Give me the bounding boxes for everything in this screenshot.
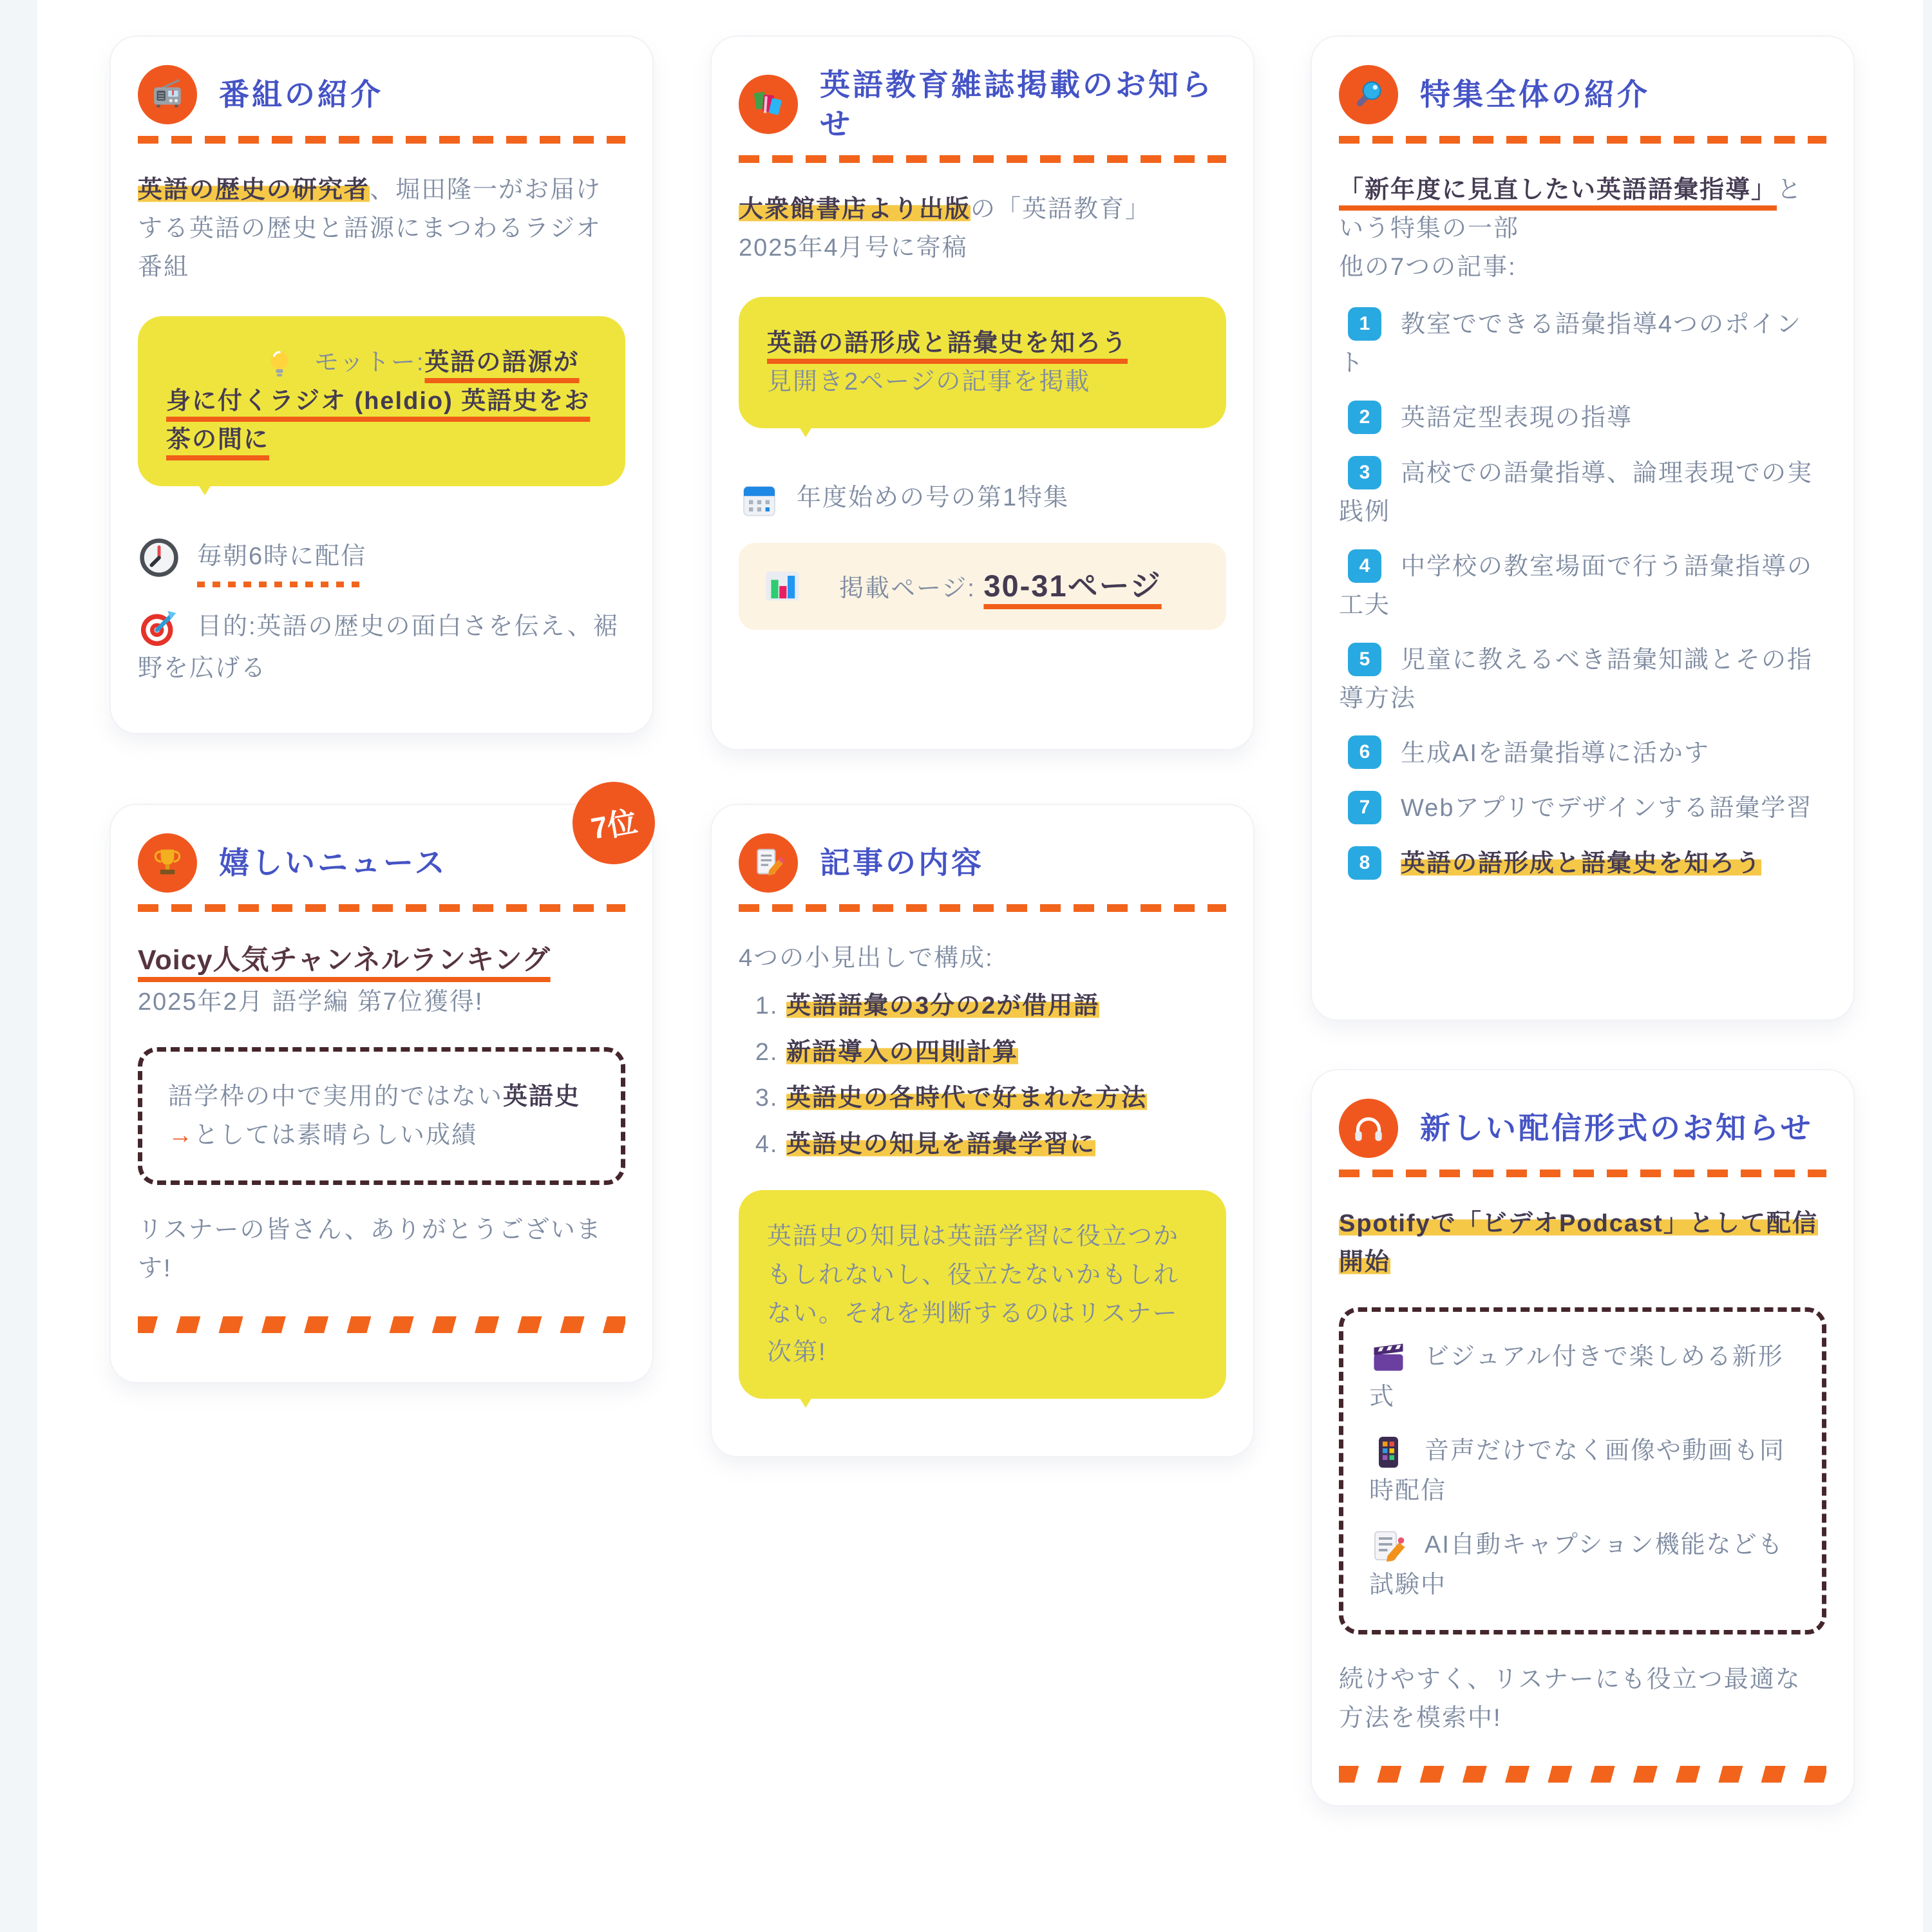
card-distribution-header — [1339, 1099, 1826, 1158]
number-badge: 7 — [1348, 791, 1381, 824]
purpose-row — [138, 607, 625, 688]
motto-text — [166, 343, 597, 459]
pages-label: 掲載ページ: — [839, 575, 976, 603]
feature-item: 7 Webアプリでデザインする語彙学習 — [1339, 790, 1826, 828]
magazine-publisher: 大衆館書店より出版 — [739, 196, 971, 223]
chart-icon — [762, 565, 803, 607]
article-list-item: 4. 英語史の知見を語彙学習に — [786, 1125, 1226, 1165]
pages-box — [739, 543, 1226, 629]
news-lead-bold: Voicy人気チャンネルランキング — [138, 945, 551, 976]
card-feature-header — [1339, 65, 1826, 124]
article-icon — [739, 833, 798, 893]
divider — [739, 904, 1226, 912]
feature-issue-row — [739, 478, 1226, 520]
bulb-icon — [261, 346, 298, 382]
magazine-lead — [739, 190, 1226, 267]
trophy-icon — [138, 833, 197, 893]
news-note: 語学枠の中で実用的ではない英語史 →としては素晴らしい成績 — [168, 1083, 581, 1149]
distribution-box-item: AI自動キャプション機能なども試験中 — [1369, 1526, 1796, 1604]
distribution-box — [1339, 1307, 1826, 1634]
number-badge: 8 — [1348, 846, 1381, 880]
feature-item: 2 英語定型表現の指導 — [1339, 399, 1826, 438]
magazine-bubble-body: 見開き2ページの記事を掲載 — [767, 368, 1091, 396]
calendar-icon — [739, 478, 780, 520]
card-news — [109, 804, 654, 1383]
article-list — [739, 987, 1226, 1164]
divider — [138, 136, 625, 144]
magazine-bubble-title: 英語の語形成と語彙史を知ろう — [767, 330, 1128, 357]
card-program — [109, 35, 654, 734]
distribution-lead — [1339, 1204, 1826, 1282]
program-intro — [138, 171, 625, 287]
feature-lead-bold: 「新年度に見直したい英語語彙指導」 — [1339, 176, 1777, 204]
motto-bold: 英語の語源が身に付くラジオ (heldio) 英語史をお茶の間に — [166, 349, 591, 454]
divider — [739, 155, 1226, 163]
phone-icon — [1369, 1433, 1408, 1472]
feature-item: 1 教室でできる語彙指導4つのポイント — [1339, 306, 1826, 383]
clock-icon — [138, 536, 180, 579]
news-lead — [138, 939, 625, 1021]
stripe-divider — [138, 1316, 625, 1333]
card-news-header — [138, 833, 625, 893]
distribution-box-item: ビジュアル付きで楽しめる新形式 — [1369, 1338, 1796, 1416]
feature-item: 4 中学校の教室場面で行う語彙指導の工夫 — [1339, 548, 1826, 625]
number-badge: 1 — [1348, 307, 1381, 341]
program-intro-rest: 、堀田隆一がお届けする英語の歴史と語源にまつわるラジオ番組 — [138, 176, 602, 281]
magazine-bubble-text — [767, 324, 1198, 401]
card-article-title: 記事の内容 — [820, 846, 984, 880]
caption-icon — [1369, 1527, 1408, 1566]
distribution-box-item: 音声だけでなく画像や動画も同時配信 — [1369, 1432, 1796, 1510]
magazine-bubble — [739, 297, 1226, 428]
article-list-item: 2. 新語導入の四則計算 — [786, 1033, 1226, 1073]
magazine-publisher-rest: の「英語教育」 — [971, 196, 1151, 223]
schedule-row — [138, 536, 625, 587]
card-distribution-title: 新しい配信形式のお知らせ — [1420, 1111, 1814, 1146]
pages-value: 30-31ページ — [983, 569, 1162, 603]
stripe-divider — [1339, 1766, 1826, 1783]
feature-item: 3 高校での語彙指導、論理表現での実践例 — [1339, 455, 1826, 531]
purpose-text: 目的:英語の歴史の面白さを伝え、裾野を広げる — [138, 613, 619, 683]
news-note-box — [138, 1047, 625, 1185]
books-icon — [739, 75, 798, 134]
motto-bubble — [138, 316, 625, 486]
card-news-title: 嬉しいニュース — [219, 846, 448, 880]
program-intro-highlight: 英語の歴史の研究者 — [138, 176, 370, 204]
page-left-margin — [0, 0, 37, 1932]
news-note-bold: 英語史 — [503, 1083, 581, 1110]
card-distribution — [1311, 1069, 1855, 1806]
article-bubble — [739, 1190, 1226, 1399]
radio-icon — [138, 65, 197, 124]
headphones-icon — [1339, 1099, 1398, 1158]
divider — [1339, 136, 1826, 144]
news-thanks: リスナーの皆さん、ありがとうございます! — [138, 1217, 602, 1283]
motto-label: モットー: — [314, 349, 425, 377]
feature-others-label: 他の7つの記事: — [1339, 254, 1517, 281]
feature-item: 5 児童に教えるべき語彙知識とその指導方法 — [1339, 641, 1826, 718]
card-article — [710, 804, 1255, 1457]
card-magazine-header — [739, 65, 1226, 144]
card-magazine-title: 英語教育雑誌掲載のお知らせ — [820, 68, 1214, 142]
target-icon — [138, 607, 180, 649]
number-badge: 5 — [1348, 643, 1381, 676]
article-list-item: 1. 英語語彙の3分の2が借用語 — [786, 987, 1226, 1027]
number-badge: 4 — [1348, 549, 1381, 583]
article-list-item: 3. 英語史の各時代で好まれた方法 — [786, 1079, 1226, 1119]
feature-item: 8 英語の語形成と語彙史を知ろう — [1339, 845, 1826, 884]
card-program-title: 番組の紹介 — [219, 77, 383, 112]
magazine-issue: 2025年4月号に寄稿 — [739, 234, 968, 262]
divider — [138, 904, 625, 912]
page-right-margin — [1923, 0, 1932, 1932]
feature-item: 6 生成AIを語彙指導に活かす — [1339, 735, 1826, 773]
news-lead-rest: 2025年2月 語学編 第7位獲得! — [138, 988, 484, 1016]
rank-badge: 7位 — [566, 775, 661, 871]
schedule-text: 毎朝6時に配信 — [197, 537, 366, 587]
card-magazine — [710, 35, 1255, 750]
divider — [1339, 1170, 1826, 1177]
magnifier-icon — [1339, 65, 1398, 124]
card-feature-title: 特集全体の紹介 — [1420, 77, 1650, 112]
distribution-lead-highlight: Spotifyで「ビデオPodcast」として配信開始 — [1339, 1210, 1818, 1276]
article-lead: 4つの小見出しで構成: — [739, 945, 994, 972]
article-bubble-text: 英語史の知見は英語学習に役立つかもしれないし、役立たないかもしれない。それを判断するのはリスナー次第! — [767, 1223, 1180, 1367]
pages-line — [839, 562, 1162, 610]
distribution-closing: 続けやすく、リスナーにも役立つ最適な方法を模索中! — [1339, 1666, 1801, 1732]
clapperboard-icon — [1369, 1339, 1408, 1378]
card-feature — [1311, 35, 1855, 1021]
card-article-header — [739, 833, 1226, 893]
number-badge: 2 — [1348, 401, 1381, 434]
arrow-right-icon: → — [168, 1122, 194, 1149]
number-badge: 6 — [1348, 735, 1381, 769]
feature-lead-rest: という特集の一部 — [1339, 176, 1803, 243]
card-program-header — [138, 65, 625, 124]
feature-issue-text: 年度始めの号の第1特集 — [797, 484, 1070, 512]
number-badge: 3 — [1348, 456, 1381, 489]
feature-lead — [1339, 171, 1826, 287]
